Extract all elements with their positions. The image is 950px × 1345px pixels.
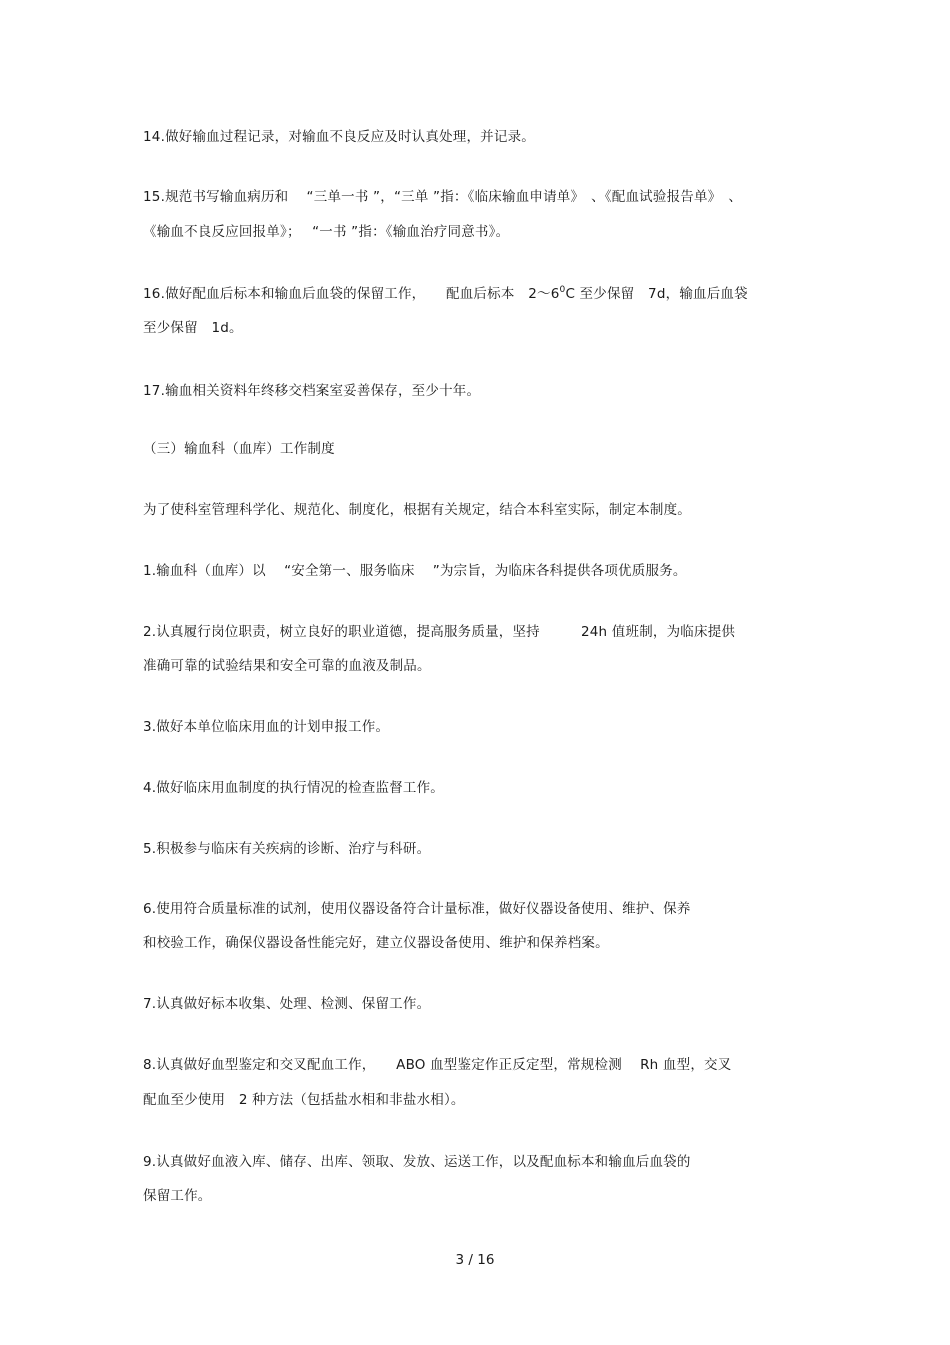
section-heading: （三）输血科（血库）工作制度 <box>143 441 335 457</box>
paragraph-16-line-2: 至少保留 1d。 <box>143 320 243 336</box>
rule-6-line-2: 和校验工作，确保仪器设备性能完好，建立仪器设备使用、维护和保养档案。 <box>143 935 609 951</box>
rule-6-line-1: 6.使用符合质量标准的试剂，使用仪器设备符合计量标准，做好仪器设备使用、维护、保养 <box>143 901 691 917</box>
rule-9-line-2: 保留工作。 <box>143 1188 212 1204</box>
rule-5: 5.积极参与临床有关疾病的诊断、治疗与科研。 <box>143 841 431 857</box>
degree-superscript: 0 <box>559 285 566 295</box>
paragraph-16-line-1 <box>143 284 748 304</box>
rule-9-line-1: 9.认真做好血液入库、储存、出库、领取、发放、运送工作，以及配血标本和输血后血袋的 <box>143 1154 691 1170</box>
rule-4: 4.做好临床用血制度的执行情况的检查监督工作。 <box>143 780 444 796</box>
rule-8-line-1: 8.认真做好血型鉴定和交叉配血工作， ABO 血型鉴定作正反定型，常规检测 Rh 血型，交叉 <box>143 1057 732 1073</box>
paragraph-16-text-a: 16.做好配血后标本和输血后血袋的保留工作， 配血后标本 2～6 <box>143 286 560 302</box>
rule-1: 1.输血科（血库）以 “安全第一、服务临床 ”为宗旨，为临床各科提供各项优质服务。 <box>143 563 687 579</box>
rule-7: 7.认真做好标本收集、处理、检测、保留工作。 <box>143 996 431 1012</box>
paragraph-15-line-1: 15.规范书写输血病历和 “三单一书 ”，“三单 ”指：《临床输血申请单》 、《配血试验报告单》 、 <box>143 189 743 205</box>
paragraph-14: 14.做好输血过程记录，对输血不良反应及时认真处理，并记录。 <box>143 129 535 145</box>
paragraph-17: 17.输血相关资料年终移交档案室妥善保存，至少十年。 <box>143 383 481 399</box>
rule-3: 3.做好本单位临床用血的计划申报工作。 <box>143 719 390 735</box>
paragraph-15-line-2: 《输血不良反应回报单》； “一书 ”指：《输血治疗同意书》。 <box>143 224 510 240</box>
paragraph-16-text-b: C 至少保留 7d，输血后血袋 <box>565 286 748 302</box>
page-number: 3 / 16 <box>455 1252 495 1268</box>
rule-2-line-1: 2.认真履行岗位职责，树立良好的职业道德，提高服务质量，坚持 24h 值班制，为临床提供 <box>143 624 736 640</box>
rule-8-line-2: 配血至少使用 2 种方法（包括盐水相和非盐水相）。 <box>143 1092 465 1108</box>
intro-paragraph: 为了使科室管理科学化、规范化、制度化，根据有关规定，结合本科室实际，制定本制度。 <box>143 502 691 518</box>
rule-2-line-2: 准确可靠的试验结果和安全可靠的血液及制品。 <box>143 658 431 674</box>
